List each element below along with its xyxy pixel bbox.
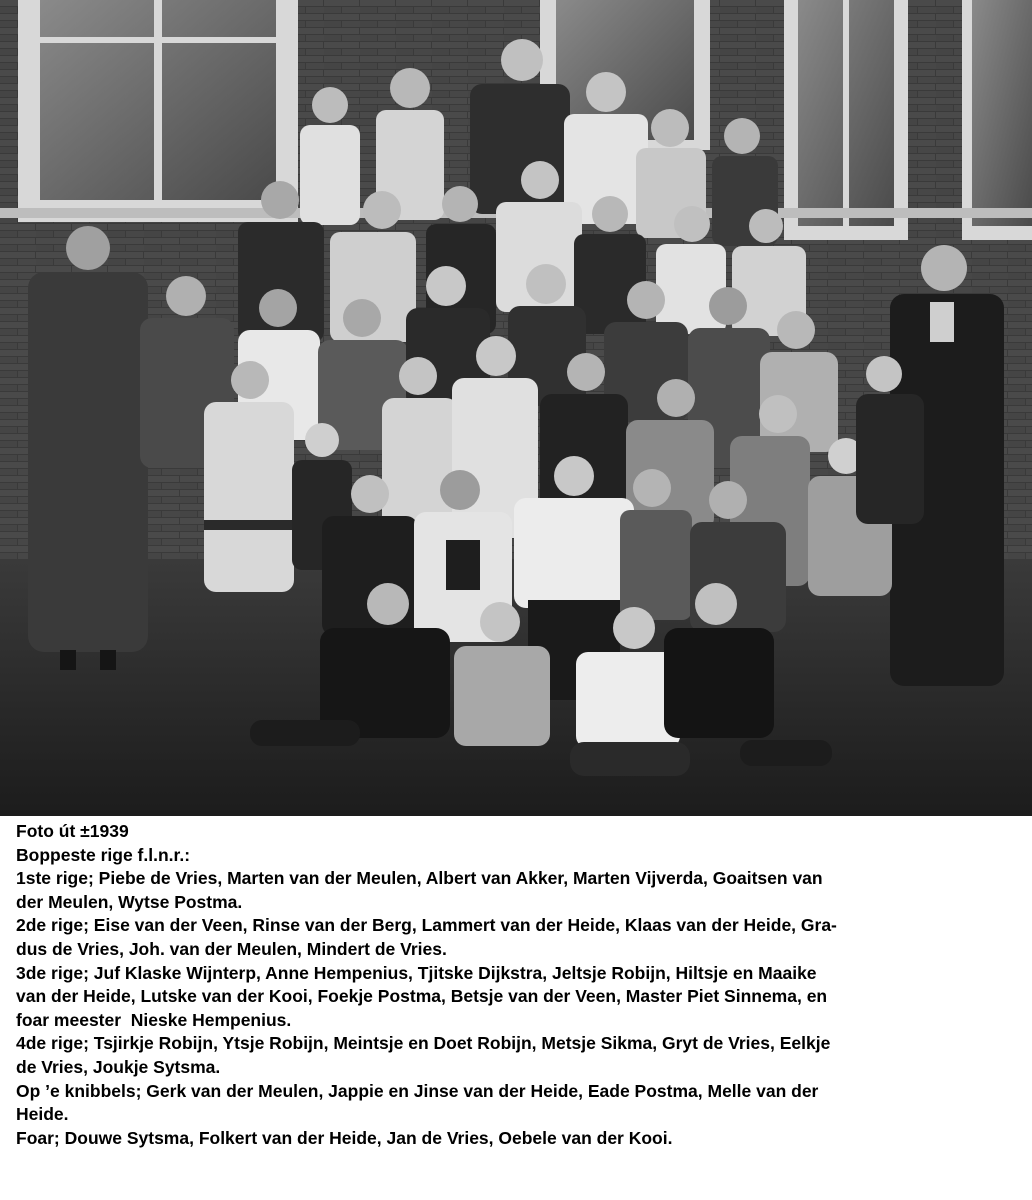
caption-line: van der Heide, Lutske van der Kooi, Foekje Postma, Betsje van der Veen, Master Piet Sinnema, en xyxy=(16,986,828,1007)
caption-line: foar meester Nieske Hempenius. xyxy=(16,1009,292,1030)
caption-line: 3de rige; Juf Klaske Wijnterp, Anne Hempenius, Tjitske Dijkstra, Jeltsje Robijn, Hiltsje en Maaike xyxy=(16,962,817,983)
caption-line: 2de rige; Eise van der Veen, Rinse van der Berg, Lammert van der Heide, Klaas van der Heide, Gra- xyxy=(16,915,837,936)
caption-line: Foar; Douwe Sytsma, Folkert van der Heide, Jan de Vries, Oebele van der Kooi. xyxy=(16,1127,673,1148)
caption-line: dus de Vries, Joh. van der Meulen, Mindert de Vries. xyxy=(16,938,447,959)
caption-title: Foto út ±1939 xyxy=(16,821,129,841)
caption-line: der Meulen, Wytse Postma. xyxy=(16,891,243,912)
caption-line: 1ste rige; Piebe de Vries, Marten van der Meulen, Albert van Akker, Marten Vijverda, Goaitsen van xyxy=(16,868,823,889)
photo-caption xyxy=(16,820,1020,1150)
caption-line: 4de rige; Tsjirkje Robijn, Ytsje Robijn, Meintsje en Doet Robijn, Metsje Sikma, Gryt de Vries, Eelkje xyxy=(16,1033,831,1054)
caption-line: de Vries, Joukje Sytsma. xyxy=(16,1056,221,1077)
teacher-left xyxy=(28,226,148,670)
caption-line: Boppeste rige f.l.n.r.: xyxy=(16,844,191,865)
caption-line: Op ’e knibbels; Gerk van der Meulen, Jappie en Jinse van der Heide, Eade Postma, Melle van der xyxy=(16,1080,819,1101)
caption-line: Heide. xyxy=(16,1104,69,1125)
